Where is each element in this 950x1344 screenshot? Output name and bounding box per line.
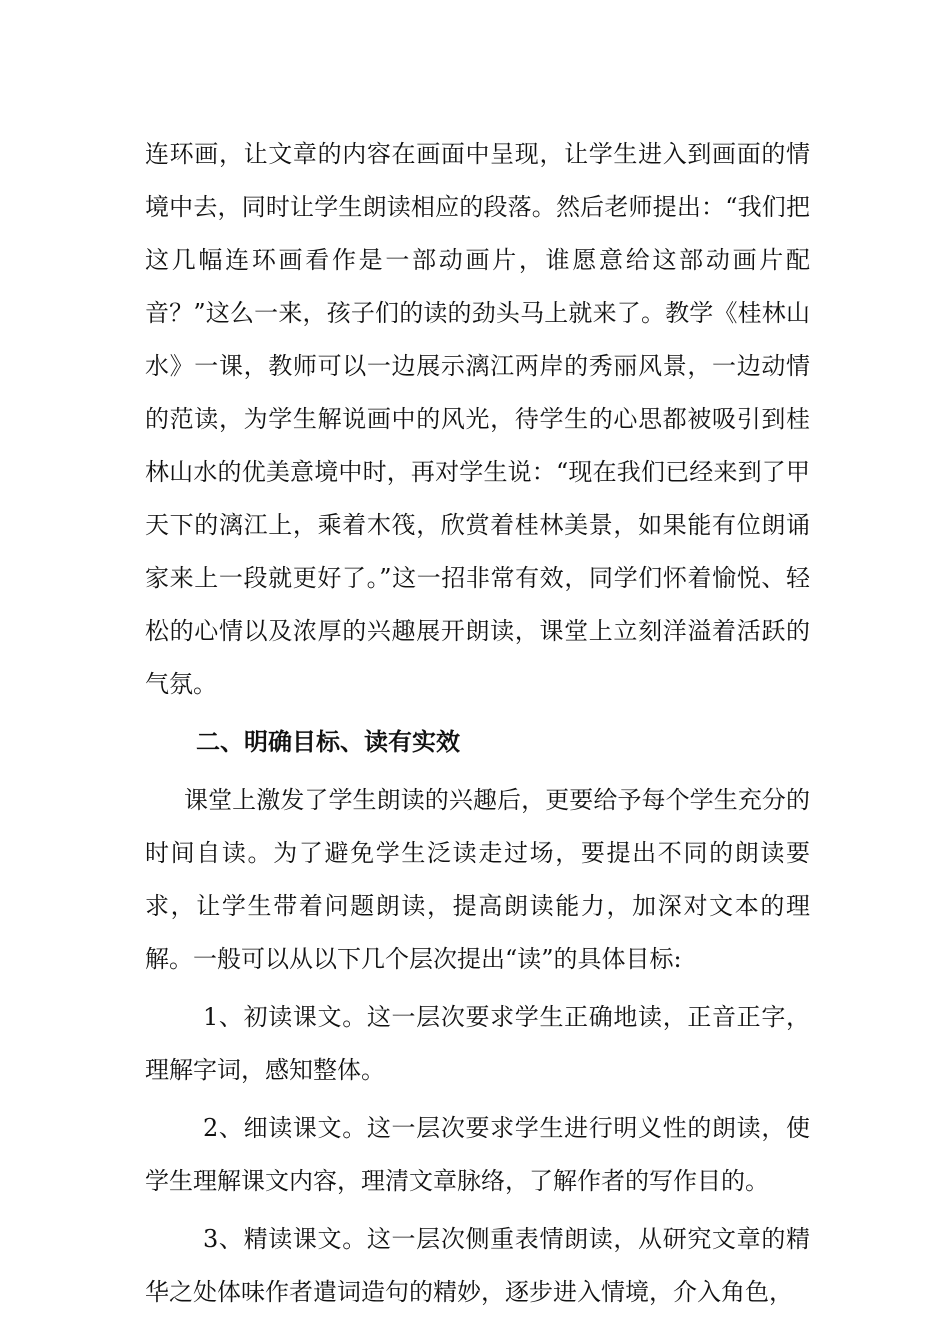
section-heading: 二、明确目标、读有实效 [196, 728, 460, 756]
list-item: 2、细读课文。这一层次要求学生进行明义性的朗读，使学生理解课文内容，理清文章脉络，了解作者的写作目的。 [145, 1114, 810, 1195]
body-paragraph: 连环画，让文章的内容在画面中呈现，让学生进入到画面的情境中去，同时让学生朗读相应的段落。然后老师提出：“我们把这几幅连环画看作是一部动画片，谁愿意给这部动画片配音？”这么一来，孩子们的读的劲头马上就来了。教学《桂林山水》一课，教师可以一边展示漓江两岸的秀丽风景，一边动情的范读，为学生解说画中的风光，待学生的心思都被吸引到桂林山水的优美意境中时，再对学生说：“现在我们已经来到了甲天下的漓江上，乘着木筏，欣赏着桂林美景，如果能有位朗诵家来上一段就更好了。”这一招非常有效，同学们怀着愉悦、轻松的心情以及浓厚的兴趣展开朗读，课堂上立刻洋溢着活跃的气氛。 [145, 140, 810, 698]
list-item: 1、初读课文。这一层次要求学生正确地读，正音正字，理解字词，感知整体。 [145, 1003, 810, 1084]
intro-paragraph: 课堂上激发了学生朗读的兴趣后，更要给予每个学生充分的时间自读。为了避免学生泛读走过场，要提出不同的朗读要求，让学生带着问题朗读，提高朗读能力，加深对文本的理解。一般可以从以下几个层次提出“读”的具体目标: [145, 786, 810, 973]
document-body [145, 128, 810, 1319]
list-item: 3、精读课文。这一层次侧重表情朗读，从研究文章的精华之处体味作者遣词造句的精妙，逐步进入情境，介入角色， [145, 1225, 810, 1306]
